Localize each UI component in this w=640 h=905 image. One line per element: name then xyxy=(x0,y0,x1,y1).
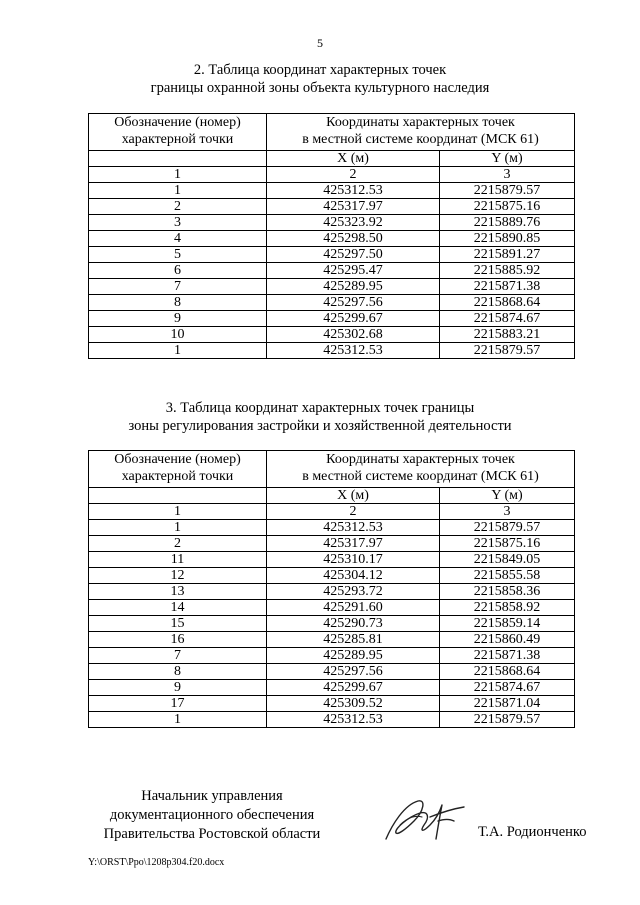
y-coordinate-cell: 2215868.64 xyxy=(440,295,575,311)
x-coordinate-cell: 425309.52 xyxy=(267,696,440,712)
point-cell: 5 xyxy=(89,247,267,263)
y-coordinate-cell: 2215879.57 xyxy=(440,712,575,728)
y-coordinate-cell: 2215859.14 xyxy=(440,616,575,632)
table-row xyxy=(89,552,575,568)
table-row xyxy=(89,712,575,728)
point-cell: 12 xyxy=(89,568,267,584)
table-row xyxy=(89,632,575,648)
point-cell: 16 xyxy=(89,632,267,648)
position-line1: Начальник управления xyxy=(141,788,283,804)
x-header: X (м) xyxy=(267,488,440,504)
page-number: 5 xyxy=(317,36,323,50)
x-coordinate-cell: 425312.53 xyxy=(267,183,440,199)
x-coordinate-cell: 425297.56 xyxy=(267,295,440,311)
table3-title xyxy=(0,399,640,435)
y-coordinate-cell: 2215874.67 xyxy=(440,680,575,696)
y-coordinate-cell: 2215860.49 xyxy=(440,632,575,648)
x-coordinate-cell: 425317.97 xyxy=(267,199,440,215)
point-cell: 1 xyxy=(89,183,267,199)
table-row xyxy=(89,247,575,263)
x-coordinate-cell: 425290.73 xyxy=(267,616,440,632)
x-coordinate-cell: 425295.47 xyxy=(267,263,440,279)
point-cell: 13 xyxy=(89,584,267,600)
table-row xyxy=(89,295,575,311)
y-coordinate-cell: 2215890.85 xyxy=(440,231,575,247)
point-cell: 2 xyxy=(89,199,267,215)
col-number-3: 3 xyxy=(440,504,575,520)
table-row xyxy=(89,343,575,359)
y-coordinate-cell: 2215855.58 xyxy=(440,568,575,584)
y-coordinate-cell: 2215875.16 xyxy=(440,199,575,215)
y-coordinate-cell: 2215858.92 xyxy=(440,600,575,616)
x-coordinate-cell: 425299.67 xyxy=(267,680,440,696)
x-coordinate-cell: 425297.50 xyxy=(267,247,440,263)
y-coordinate-cell: 2215879.57 xyxy=(440,520,575,536)
y-coordinate-cell: 2215885.92 xyxy=(440,263,575,279)
table-row xyxy=(89,584,575,600)
coords-label-header: Координаты характерных точек в местной системе координат (МСК 61) xyxy=(267,114,575,151)
point-cell: 3 xyxy=(89,215,267,231)
col-number-2: 2 xyxy=(267,504,440,520)
x-coordinate-cell: 425312.53 xyxy=(267,343,440,359)
point-cell: 15 xyxy=(89,616,267,632)
signatory-position xyxy=(92,787,332,844)
table-row xyxy=(89,616,575,632)
point-cell: 8 xyxy=(89,295,267,311)
point-cell: 2 xyxy=(89,536,267,552)
table-row xyxy=(89,696,575,712)
point-cell: 7 xyxy=(89,279,267,295)
table-row xyxy=(89,183,575,199)
point-cell: 8 xyxy=(89,664,267,680)
table-row xyxy=(89,311,575,327)
point-cell: 10 xyxy=(89,327,267,343)
y-header: Y (м) xyxy=(440,488,575,504)
x-coordinate-cell: 425302.68 xyxy=(267,327,440,343)
x-coordinate-cell: 425291.60 xyxy=(267,600,440,616)
table3-title-line2: зоны регулирования застройки и хозяйственной деятельности xyxy=(128,418,512,434)
table-row xyxy=(89,327,575,343)
col-number-1: 1 xyxy=(89,167,267,183)
table-row xyxy=(89,600,575,616)
y-coordinate-cell: 2215879.57 xyxy=(440,183,575,199)
coords-label-header: Координаты характерных точек в местной системе координат (МСК 61) xyxy=(267,451,575,488)
point-cell: 1 xyxy=(89,343,267,359)
table-row xyxy=(89,648,575,664)
point-cell: 6 xyxy=(89,263,267,279)
x-coordinate-cell: 425293.72 xyxy=(267,584,440,600)
point-cell: 11 xyxy=(89,552,267,568)
table3-coordinates xyxy=(88,450,575,728)
position-line2: документационного обеспечения xyxy=(109,807,315,823)
table-row xyxy=(89,680,575,696)
x-coordinate-cell: 425285.81 xyxy=(267,632,440,648)
x-coordinate-cell: 425304.12 xyxy=(267,568,440,584)
point-label-header: Обозначение (номер) характерной точки xyxy=(89,451,267,488)
table-row xyxy=(89,536,575,552)
table-row xyxy=(89,568,575,584)
y-coordinate-cell: 2215871.38 xyxy=(440,648,575,664)
x-coordinate-cell: 425312.53 xyxy=(267,712,440,728)
y-coordinate-cell: 2215849.05 xyxy=(440,552,575,568)
y-coordinate-cell: 2215871.04 xyxy=(440,696,575,712)
point-label-header: Обозначение (номер) характерной точки xyxy=(89,114,267,151)
col-number-2: 2 xyxy=(267,167,440,183)
x-coordinate-cell: 425312.53 xyxy=(267,520,440,536)
point-cell: 9 xyxy=(89,680,267,696)
table-row xyxy=(89,215,575,231)
point-cell: 14 xyxy=(89,600,267,616)
x-coordinate-cell: 425289.95 xyxy=(267,648,440,664)
col-number-3: 3 xyxy=(440,167,575,183)
y-coordinate-cell: 2215879.57 xyxy=(440,343,575,359)
y-coordinate-cell: 2215875.16 xyxy=(440,536,575,552)
signer-name: Т.А. Родионченко xyxy=(478,824,587,840)
x-coordinate-cell: 425317.97 xyxy=(267,536,440,552)
x-coordinate-cell: 425298.50 xyxy=(267,231,440,247)
file-path: Y:\ORST\Ppo\1208p304.f20.docx xyxy=(88,857,225,868)
table2-coordinates xyxy=(88,113,575,359)
y-coordinate-cell: 2215891.27 xyxy=(440,247,575,263)
y-coordinate-cell: 2215871.38 xyxy=(440,279,575,295)
position-line3: Правительства Ростовской области xyxy=(103,826,321,842)
point-cell: 17 xyxy=(89,696,267,712)
point-label-header-cont xyxy=(89,488,267,504)
point-label-header-cont xyxy=(89,151,267,167)
point-cell: 1 xyxy=(89,712,267,728)
y-coordinate-cell: 2215858.36 xyxy=(440,584,575,600)
point-cell: 7 xyxy=(89,648,267,664)
y-coordinate-cell: 2215868.64 xyxy=(440,664,575,680)
table2-title-line1: 2. Таблица координат характерных точек xyxy=(193,62,447,78)
y-coordinate-cell: 2215883.21 xyxy=(440,327,575,343)
x-coordinate-cell: 425299.67 xyxy=(267,311,440,327)
table3-title-line1: 3. Таблица координат характерных точек границы xyxy=(165,400,475,416)
y-coordinate-cell: 2215874.67 xyxy=(440,311,575,327)
x-coordinate-cell: 425323.92 xyxy=(267,215,440,231)
x-coordinate-cell: 425289.95 xyxy=(267,279,440,295)
point-cell: 4 xyxy=(89,231,267,247)
col-number-1: 1 xyxy=(89,504,267,520)
table-row xyxy=(89,664,575,680)
x-header: X (м) xyxy=(267,151,440,167)
y-coordinate-cell: 2215889.76 xyxy=(440,215,575,231)
y-header: Y (м) xyxy=(440,151,575,167)
x-coordinate-cell: 425310.17 xyxy=(267,552,440,568)
handwritten-signature xyxy=(378,795,468,845)
point-cell: 1 xyxy=(89,520,267,536)
table-row xyxy=(89,263,575,279)
table-row xyxy=(89,279,575,295)
table-row xyxy=(89,520,575,536)
x-coordinate-cell: 425297.56 xyxy=(267,664,440,680)
table2-title xyxy=(0,61,640,97)
table2-title-line2: границы охранной зоны объекта культурного наследия xyxy=(150,80,490,96)
point-cell: 9 xyxy=(89,311,267,327)
table-row xyxy=(89,231,575,247)
table-row xyxy=(89,199,575,215)
